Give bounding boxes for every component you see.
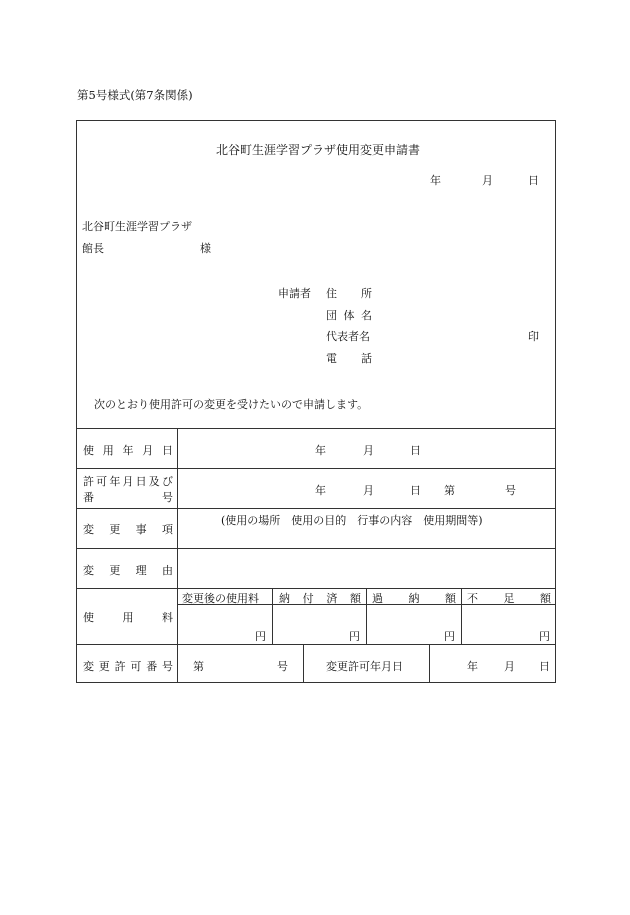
- char: 更: [109, 564, 121, 577]
- char: 事: [135, 523, 147, 536]
- fee-header-overpaid: [372, 590, 456, 606]
- char: 用: [122, 611, 134, 624]
- char: 団: [326, 309, 337, 322]
- change-permit-no-prefix: 第: [193, 660, 204, 673]
- applicant-representative-label: 代表者名: [326, 330, 370, 343]
- char: 額: [540, 592, 551, 605]
- usage-date-day: 日: [410, 444, 421, 457]
- form-title: 北谷町生涯学習プラザ使用変更申請書: [216, 143, 421, 157]
- char: 月: [122, 475, 134, 488]
- fee-label: [83, 609, 173, 625]
- char: 納: [279, 592, 290, 605]
- change-permit-date-label: 変更許可年月日: [326, 660, 403, 673]
- application-date-day: 日: [528, 174, 539, 187]
- char: 料: [162, 611, 173, 624]
- change-permit-no-suffix: 号: [277, 660, 288, 673]
- change-permit-label: [83, 658, 173, 674]
- applicant-label: 申請者: [278, 287, 311, 300]
- char: 更: [109, 523, 121, 536]
- char: 所: [361, 287, 372, 300]
- recipient-title: 館長: [82, 242, 104, 255]
- seal-mark: 印: [528, 330, 539, 343]
- char: 付: [302, 592, 314, 605]
- year-char: 年: [430, 174, 441, 187]
- char: 話: [361, 352, 372, 365]
- char: 体: [343, 309, 355, 322]
- application-date: [430, 172, 441, 188]
- char: 変: [83, 660, 94, 673]
- application-statement: 次のとおり使用許可の変更を受けたいので申請します。: [94, 398, 369, 411]
- change-reason-label: [83, 562, 173, 578]
- fee-unit-yen: 円: [349, 630, 360, 643]
- permit-month: 月: [363, 484, 374, 497]
- row-line: [76, 548, 556, 549]
- row-line: [76, 468, 556, 469]
- char: 及: [148, 475, 160, 488]
- fee-unit-yen: 円: [539, 630, 550, 643]
- char: 日: [162, 444, 173, 457]
- applicant-phone-label: [326, 350, 372, 366]
- usage-date-year: 年: [315, 444, 326, 457]
- char: 足: [503, 592, 515, 605]
- char: 変: [83, 523, 94, 536]
- change-permit-year: 年: [467, 660, 478, 673]
- permit-no-prefix: 第: [444, 484, 455, 497]
- fee-header-paid: [279, 590, 361, 606]
- char: 住: [326, 287, 337, 300]
- application-date-month: 月: [482, 174, 493, 187]
- fee-column-line: [366, 588, 367, 644]
- usage-date-label: [83, 442, 173, 458]
- form-number-note: 第5号様式(第7条関係): [77, 88, 193, 102]
- change-item-label: [83, 521, 173, 537]
- char: 納: [408, 592, 420, 605]
- recipient-honorific: 様: [200, 242, 211, 255]
- permit-no-suffix: 号: [505, 484, 516, 497]
- char: び: [161, 475, 173, 488]
- char: 号: [162, 491, 173, 504]
- permit-day: 日: [410, 484, 421, 497]
- char: 年: [122, 444, 134, 457]
- char: 過: [372, 592, 383, 605]
- char: 不: [467, 592, 478, 605]
- char: 可: [130, 660, 142, 673]
- permit-label-bottom: [83, 489, 173, 505]
- char: 使: [83, 611, 94, 624]
- char: 番: [146, 660, 158, 673]
- change-item-hint: (使用の場所 使用の目的 行事の内容 使用期間等): [221, 514, 483, 527]
- applicant-group-label: [326, 307, 372, 323]
- char: 用: [102, 444, 114, 457]
- table-top-line: [76, 428, 556, 429]
- char: 号: [161, 660, 173, 673]
- fee-unit-yen: 円: [444, 630, 455, 643]
- row-line: [76, 508, 556, 509]
- char: 年: [109, 475, 121, 488]
- char: 由: [161, 564, 173, 577]
- char: 番: [83, 491, 94, 504]
- fee-header-shortage: [467, 590, 551, 606]
- char: 変: [83, 564, 94, 577]
- fee-header-after-change: 変更後の使用料: [182, 592, 259, 605]
- permit-year: 年: [315, 484, 326, 497]
- permit-column-line: [303, 644, 304, 683]
- char: 理: [135, 564, 147, 577]
- char: 使: [83, 444, 94, 457]
- char: 額: [445, 592, 456, 605]
- usage-date-month: 月: [363, 444, 374, 457]
- row-line: [76, 644, 556, 645]
- permit-column-line: [429, 644, 430, 683]
- fee-column-line: [272, 588, 273, 644]
- char: 許: [114, 660, 126, 673]
- recipient-facility: 北谷町生涯学習プラザ: [82, 220, 192, 233]
- change-permit-month: 月: [504, 660, 515, 673]
- char: 日: [135, 475, 147, 488]
- permit-label-top: [83, 473, 173, 489]
- char: 額: [349, 592, 361, 605]
- char: 可: [96, 475, 108, 488]
- fee-column-line: [461, 588, 462, 644]
- char: 項: [161, 523, 173, 536]
- applicant-address-label: [326, 285, 372, 301]
- change-permit-day: 日: [539, 660, 550, 673]
- label-column-line: [177, 428, 178, 683]
- char: 電: [326, 352, 337, 365]
- char: 更: [98, 660, 110, 673]
- char: 月: [142, 444, 154, 457]
- fee-unit-yen: 円: [255, 630, 266, 643]
- char: 名: [361, 309, 372, 322]
- row-line: [76, 588, 556, 589]
- char: 済: [326, 592, 338, 605]
- char: 許: [83, 475, 94, 488]
